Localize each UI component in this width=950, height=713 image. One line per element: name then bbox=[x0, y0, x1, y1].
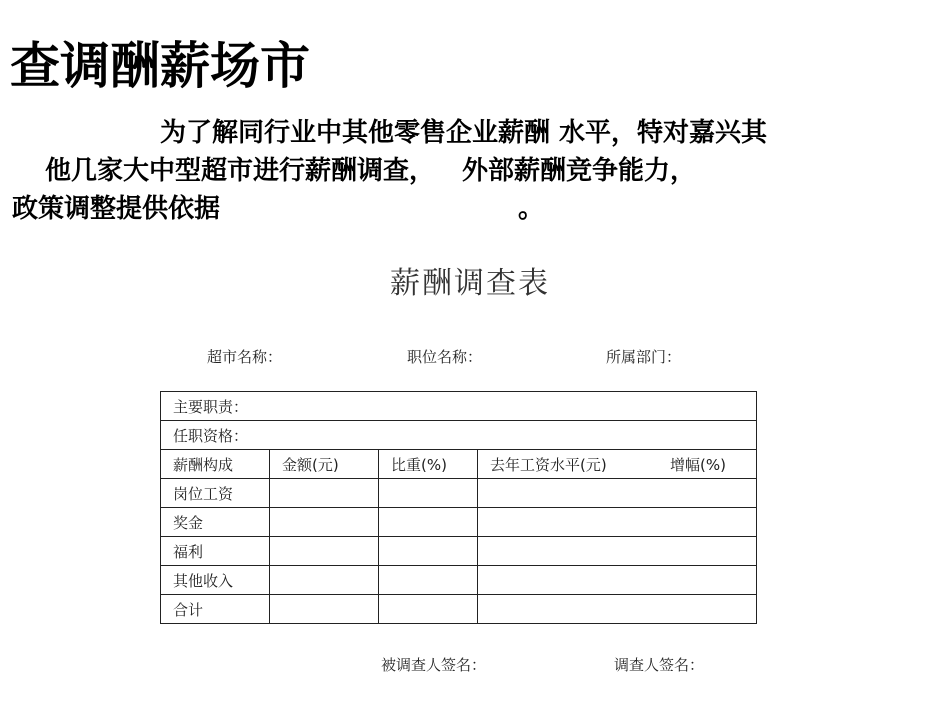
table-row bbox=[161, 508, 757, 537]
row-label: 合计 bbox=[161, 595, 270, 624]
table-header-row bbox=[161, 450, 757, 479]
amount-cell bbox=[270, 479, 379, 508]
proportion-cell bbox=[379, 595, 478, 624]
amount-cell bbox=[270, 566, 379, 595]
table-row bbox=[161, 392, 757, 421]
proportion-cell bbox=[379, 537, 478, 566]
proportion-cell bbox=[379, 479, 478, 508]
header-growth: 增幅(%) bbox=[670, 455, 726, 474]
proportion-cell bbox=[379, 508, 478, 537]
duties-cell: 主要职责： bbox=[161, 392, 757, 421]
header-last-year-cell bbox=[478, 450, 757, 479]
last-year-cell bbox=[478, 595, 757, 624]
respondent-signature-label: 被调查人签名： bbox=[381, 656, 487, 674]
row-label: 奖金 bbox=[161, 508, 270, 537]
header-amount: 金额(元) bbox=[270, 450, 379, 479]
table-row bbox=[161, 421, 757, 450]
amount-cell bbox=[270, 508, 379, 537]
qualification-cell: 任职资格： bbox=[161, 421, 757, 450]
row-label: 其他收入 bbox=[161, 566, 270, 595]
header-salary-component: 薪酬构成 bbox=[161, 450, 270, 479]
slide-title: 查调酬薪场市 bbox=[10, 36, 310, 95]
salary-survey-table bbox=[160, 391, 757, 624]
row-label: 福利 bbox=[161, 537, 270, 566]
amount-cell bbox=[270, 595, 379, 624]
table-row bbox=[161, 479, 757, 508]
intro-line-1: 为了解同行业中其他零售企业薪酬 水平，特对嘉兴其 bbox=[160, 118, 768, 148]
table-row bbox=[161, 595, 757, 624]
intro-line-3b: 。 bbox=[518, 194, 545, 224]
position-name-label: 职位名称： bbox=[407, 348, 483, 366]
last-year-cell bbox=[478, 537, 757, 566]
row-label: 岗位工资 bbox=[161, 479, 270, 508]
amount-cell bbox=[270, 537, 379, 566]
table-row bbox=[161, 537, 757, 566]
last-year-cell bbox=[478, 566, 757, 595]
table-row bbox=[161, 566, 757, 595]
last-year-cell bbox=[478, 479, 757, 508]
supermarket-name-label: 超市名称： bbox=[207, 348, 283, 366]
header-proportion: 比重(%) bbox=[379, 450, 478, 479]
department-label: 所属部门： bbox=[606, 348, 682, 366]
surveyor-signature-label: 调查人签名： bbox=[614, 656, 705, 674]
form-title-text: 薪酬调查表 bbox=[390, 266, 550, 301]
intro-line-2a: 他几家大中型超市进行薪酬调查， bbox=[45, 156, 436, 186]
proportion-cell bbox=[379, 566, 478, 595]
intro-line-2b: 外部薪酬竞争能力， bbox=[462, 156, 697, 186]
intro-line-3a: 政策调整提供依据 bbox=[12, 194, 221, 224]
header-last-year-salary: 去年工资水平(元) bbox=[490, 455, 607, 474]
form-title bbox=[0, 258, 950, 302]
last-year-cell bbox=[478, 508, 757, 537]
